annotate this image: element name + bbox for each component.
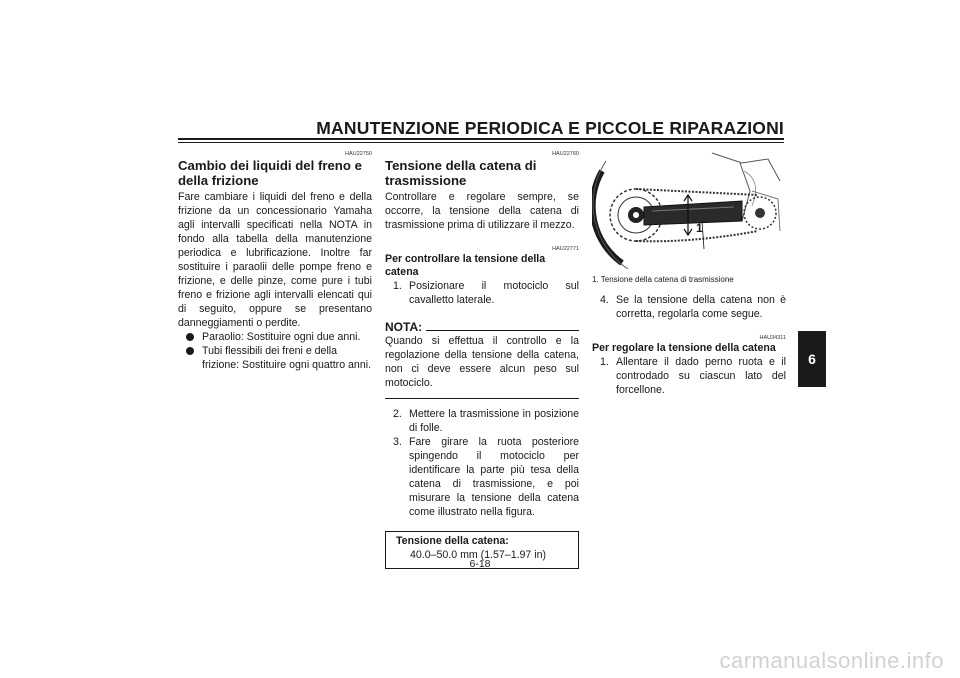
bullet-text: Paraolio: Sostituire ogni due anni.	[202, 331, 361, 343]
spec-value: 40.0–50.0 mm (1.57–1.97 in)	[410, 549, 547, 561]
subsection-heading: Per controllare la tensione della catena	[385, 253, 546, 278]
step-number: 1.	[393, 280, 402, 292]
bullet-icon	[186, 347, 194, 355]
step-number: 1.	[600, 356, 609, 368]
column-figure-and-adjustment	[592, 151, 786, 397]
step-item	[592, 355, 786, 397]
step-item	[385, 407, 579, 435]
bullet-text: Tubi flessibili dei freni e della frizione: Sostituire ogni quattro anni.	[202, 345, 372, 371]
section-paragraph: Controllare e regolare sempre, se occorre, la tensione della catena di trasmissione prima di utilizzare il mezzo.	[385, 191, 579, 231]
figure-caption: 1. Tensione della catena di trasmissione	[592, 275, 734, 284]
title-rule-thin	[178, 142, 784, 143]
note-end-rule	[385, 398, 579, 399]
step-number: 4.	[600, 294, 609, 306]
column-chain-tension	[385, 151, 579, 569]
step-text: Allentare il dado perno ruota e il controdado su ciascun lato del forcellone.	[616, 356, 786, 396]
section-code: HAU22760	[552, 151, 579, 157]
subsection-code: HAU34311	[759, 335, 786, 341]
bullet-icon	[186, 333, 194, 341]
page-title: MANUTENZIONE PERIODICA E PICCOLE RIPARAZIONI	[316, 118, 784, 138]
step-item	[385, 435, 579, 519]
step-text: Fare girare la ruota posteriore spingendo il motociclo per identificare la parte più tesa della catena di trasmissione, e poi misurare la tensione della catena come illustrato nella figura.	[409, 436, 579, 518]
note-rule	[426, 330, 579, 331]
step-text: Posizionare il motociclo sul cavalletto laterale.	[409, 280, 579, 306]
watermark: carmanualsonline.info	[719, 648, 944, 673]
note-text: Quando si effettua il controllo e la regolazione della tensione della catena, non ci deve essere alcun peso sul motociclo.	[385, 335, 579, 389]
column-brake-clutch-fluids	[178, 151, 372, 372]
spec-label: Tensione della catena:	[396, 535, 509, 547]
chain-tension-figure	[592, 151, 782, 271]
step-text: Mettere la trasmissione in posizione di folle.	[409, 408, 579, 434]
note-label: NOTA:	[385, 320, 423, 334]
section-heading: Tensione della catena di trasmissione	[385, 158, 537, 188]
step-number: 3.	[393, 436, 402, 448]
bullet-item	[178, 330, 372, 344]
chain-illustration	[592, 151, 782, 271]
subsection-code: HAU22771	[552, 246, 579, 252]
section-heading: Cambio dei liquidi del freno e della frizione	[178, 158, 362, 188]
figure-callout: 1	[696, 221, 703, 235]
page-number: 6-18	[469, 558, 491, 570]
title-rule	[178, 138, 784, 140]
step-item	[385, 279, 579, 307]
step-item	[592, 293, 786, 321]
note-header	[385, 320, 579, 334]
chapter-tab[interactable]: 6	[798, 331, 826, 387]
bullet-item	[178, 344, 372, 372]
step-text: Se la tensione della catena non è corretta, regolarla come segue.	[616, 294, 786, 320]
section-paragraph: Fare cambiare i liquidi del freno e della frizione da un concessionario Yamaha agli intervalli specificati nella NOTA in fondo alla tabella della manutenzione periodica e lubrificazione. Inoltre far sostituire i paraolii delle pompe freno e frizione, e delle pinze, come pure i tubi freno e frizione agli intervalli elencati qui di seguito, oppure se presentano danneggiamenti o perdite.	[178, 191, 372, 329]
subsection-heading: Per regolare la tensione della catena	[592, 342, 776, 354]
section-code: HAU22750	[345, 151, 372, 157]
step-number: 2.	[393, 408, 402, 420]
